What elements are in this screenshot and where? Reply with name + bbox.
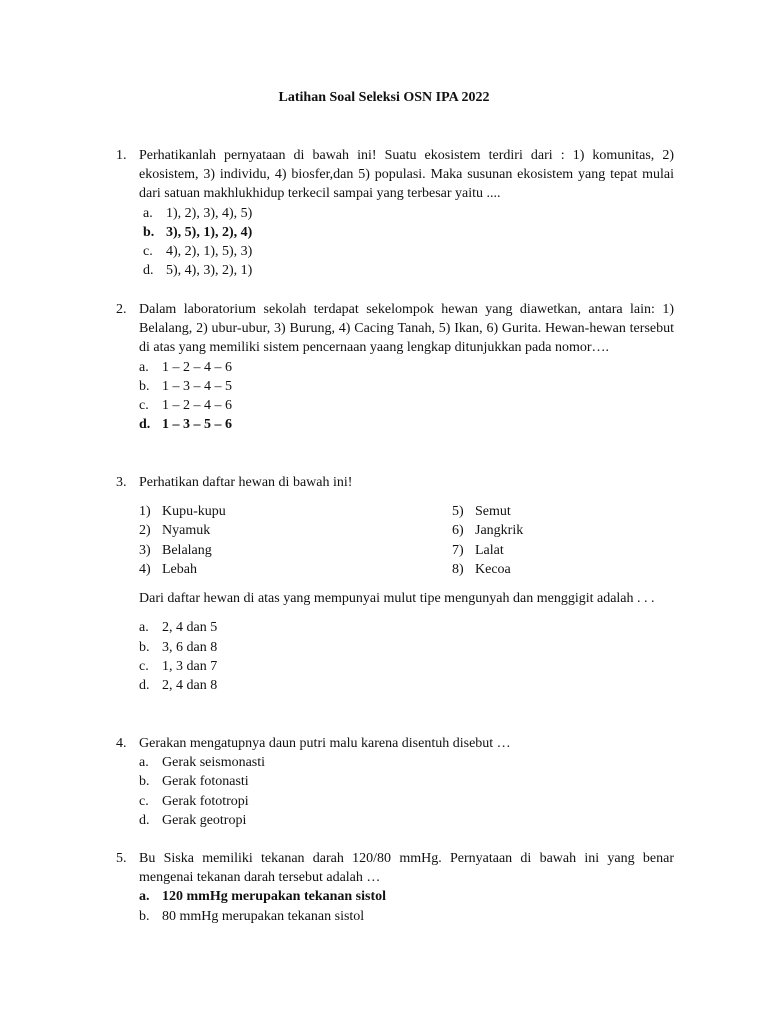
question-stem: Gerakan mengatupnya daun putri malu karena disentuh disebut …: [139, 736, 511, 751]
question-number: 1.: [116, 148, 127, 163]
option-letter: b.: [139, 639, 150, 655]
option-letter: a.: [139, 620, 149, 636]
spacer: [116, 608, 674, 618]
option-letter: d.: [143, 263, 154, 279]
animal-number: 8): [452, 561, 464, 577]
animal-number: 3): [139, 542, 151, 558]
question-stem: Perhatikan daftar hewan di bawah ini!: [139, 475, 353, 490]
option-b: [139, 772, 674, 791]
animal-item: [452, 560, 523, 579]
animal-column-left: [139, 502, 226, 579]
animal-name: Jangkrik: [475, 523, 524, 539]
option-list: [139, 618, 674, 695]
animal-column-right: [452, 502, 523, 579]
animal-name: Lalat: [475, 542, 504, 558]
option-text: 2, 4 dan 8: [162, 678, 218, 694]
animal-number: 2): [139, 523, 151, 539]
option-letter: d.: [139, 678, 150, 694]
option-text: 3, 6 dan 8: [162, 639, 218, 655]
animal-name: Kupu-kupu: [162, 504, 226, 520]
option-text: 1 – 2 – 4 – 6: [162, 398, 232, 414]
option-text: 1 – 2 – 4 – 6: [162, 359, 232, 375]
option-list: [139, 887, 674, 925]
question-5: [116, 849, 674, 926]
document-title: Latihan Soal Seleksi OSN IPA 2022: [278, 90, 490, 105]
option-letter: a.: [143, 205, 153, 221]
option-c: [139, 242, 674, 261]
option-letter: c.: [139, 793, 149, 809]
option-text: 2, 4 dan 5: [162, 620, 218, 636]
animal-name: Nyamuk: [162, 523, 211, 539]
animal-item: [452, 502, 523, 521]
animal-number: 7): [452, 542, 464, 558]
option-text: 5), 4), 3), 2), 1): [166, 263, 253, 279]
option-a: [139, 358, 674, 377]
option-b: [139, 377, 674, 396]
animal-item: [139, 502, 226, 521]
option-d: [139, 811, 674, 830]
option-a: [139, 618, 674, 637]
animal-item: [139, 521, 226, 540]
option-text: 1), 2), 3), 4), 5): [166, 205, 253, 221]
option-text: 4), 2), 1), 5), 3): [166, 244, 253, 260]
animal-list: [139, 502, 674, 579]
animal-name: Belalang: [162, 542, 212, 558]
option-text: Gerak fototropi: [162, 793, 249, 809]
animal-item: [452, 541, 523, 560]
option-b-answer: [139, 223, 674, 242]
option-list: [139, 204, 674, 281]
option-a: [139, 204, 674, 223]
question-stem: Bu Siska memiliki tekanan darah 120/80 mmHg. Pernyataan di bawah ini yang benar mengenai tekanan darah tersebut adalah …: [139, 851, 674, 886]
animal-number: 5): [452, 504, 464, 520]
animal-number: 4): [139, 561, 151, 577]
question-4: [116, 734, 674, 830]
animal-item: [452, 521, 523, 540]
option-letter: d.: [139, 417, 151, 433]
option-list: [139, 753, 674, 830]
option-letter: b.: [139, 378, 150, 394]
animal-number: 6): [452, 523, 464, 539]
option-d: [139, 261, 674, 280]
option-text: 80 mmHg merupakan tekanan sistol: [162, 908, 365, 924]
option-letter: b.: [139, 774, 150, 790]
option-letter: c.: [143, 244, 153, 260]
option-a: [139, 753, 674, 772]
question-number: 4.: [116, 736, 127, 751]
option-list: [139, 358, 674, 435]
option-letter: a.: [139, 755, 149, 771]
option-letter: c.: [139, 658, 149, 674]
option-text: 1, 3 dan 7: [162, 658, 218, 674]
question-2: [116, 300, 674, 434]
option-letter: b.: [143, 224, 155, 240]
option-text: 1 – 3 – 5 – 6: [162, 417, 232, 433]
option-b: [139, 638, 674, 657]
question-number: 5.: [116, 851, 127, 866]
option-letter: b.: [139, 908, 150, 924]
question-number: 2.: [116, 302, 127, 317]
animal-item: [139, 541, 226, 560]
question-stem: Dalam laboratorium sekolah terdapat sekelompok hewan yang diawetkan, antara lain: 1) Belalang, 2) ubur-ubur, 3) Burung, 4) Cacing Tanah, 5) Ikan, 6) Gurita. Hewan-hewan tersebut di atas yang memiliki sistem pencernaan yaang lengkap ditunjukkan pada nomor….: [139, 302, 674, 356]
option-text: Gerak seismonasti: [162, 755, 266, 771]
option-letter: a.: [139, 889, 150, 905]
animal-item: [139, 560, 226, 579]
option-text: 120 mmHg merupakan tekanan sistol: [162, 889, 387, 905]
option-letter: d.: [139, 812, 150, 828]
animal-name: Semut: [475, 504, 511, 520]
option-text: 3), 5), 1), 2), 4): [166, 224, 253, 240]
question-1: [116, 146, 674, 280]
option-d-answer: [139, 415, 674, 434]
option-d: [139, 676, 674, 695]
option-text: Gerak geotropi: [162, 812, 247, 828]
question-3: [116, 473, 674, 695]
question-stem: Perhatikanlah pernyataan di bawah ini! Suatu ekosistem terdiri dari : 1) komunitas, 2) ekosistem, 3) individu, 4) biosfer,dan 5) populasi. Maka susunan ekosistem yang tepat mulai dari satuan makhlukhidup terkecil sampai yang terbesar yaitu ....: [139, 148, 674, 202]
question-number: 3.: [116, 475, 127, 490]
animal-name: Lebah: [162, 561, 197, 577]
option-text: 1 – 3 – 4 – 5: [162, 378, 232, 394]
question-followup: Dari daftar hewan di atas yang mempunyai mulut tipe mengunyah dan menggigit adalah . . .: [139, 591, 655, 607]
option-text: Gerak fotonasti: [162, 774, 249, 790]
option-a-answer: [139, 887, 674, 906]
option-c: [139, 657, 674, 676]
option-c: [139, 396, 674, 415]
animal-number: 1): [139, 504, 151, 520]
option-letter: a.: [139, 359, 149, 375]
option-letter: c.: [139, 398, 149, 414]
option-c: [139, 792, 674, 811]
option-b: [139, 907, 674, 926]
animal-name: Kecoa: [475, 561, 511, 577]
